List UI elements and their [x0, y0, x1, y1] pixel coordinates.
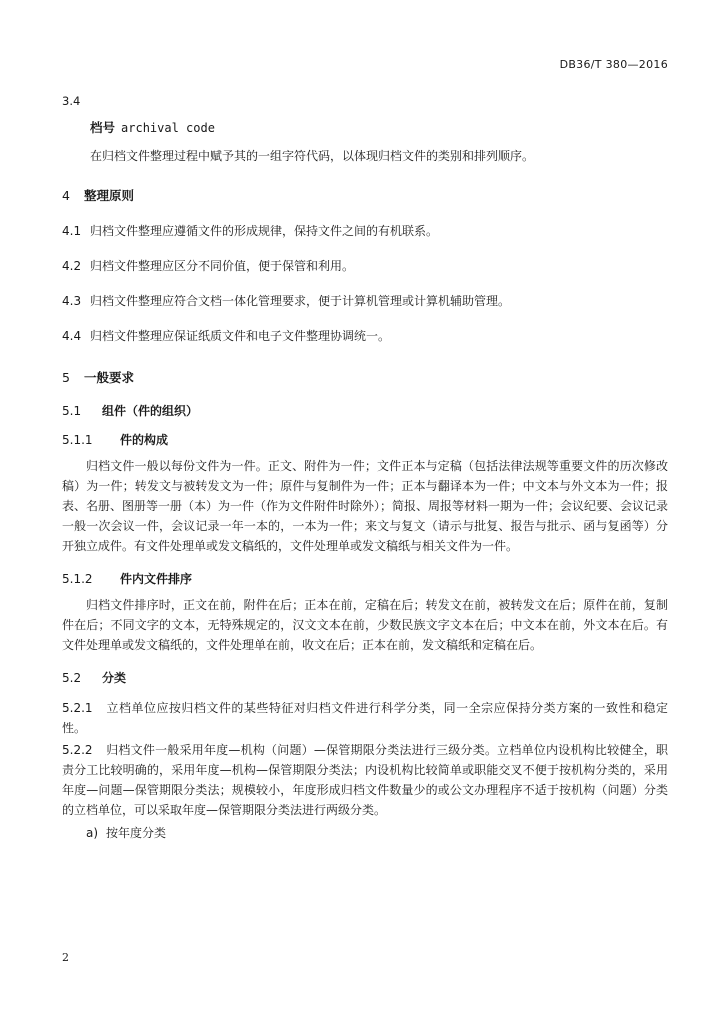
document-code: DB36/T 380—2016 — [559, 58, 668, 71]
principle-item — [62, 292, 668, 309]
section-heading — [62, 186, 668, 204]
section-heading — [62, 368, 668, 386]
numbered-paragraph — [62, 698, 668, 738]
clause-number: 5.2.1 — [62, 701, 93, 715]
section-title: 整理原则 — [83, 188, 134, 203]
subsection-number: 5.2 — [62, 671, 82, 685]
clause-title: 件内文件排序 — [120, 572, 193, 586]
item-text: 归档文件整理应区分不同价值，便于保管和利用。 — [90, 259, 355, 273]
subsection-heading — [62, 669, 668, 686]
clause-number: 5.1.2 — [62, 572, 93, 586]
clause-text: 立档单位应按归档文件的某些特征对归档文件进行科学分类，同一全宗应保持分类方案的一致性和稳定性。 — [62, 701, 668, 735]
term-chinese: 档号 — [90, 120, 116, 135]
clause-paragraph: 归档文件排序时，正文在前，附件在后；正本在前，定稿在后；转发文在前，被转发文在后；原件在前，复制件在后；不同文字的文本，无特殊规定的，汉文文本在前，少数民族文字文本在后；中文本在前，外文本在后。有文件处理单或发文稿纸的，文件处理单在前，收文在后；正本在前，发文稿纸和定稿在后。 — [62, 598, 668, 652]
principle-item — [62, 257, 668, 274]
clause-text: 归档文件一般采用年度—机构（问题）—保管期限分类法进行三级分类。立档单位内设机构比较健全，职责分工比较明确的，采用年度—机构—保管期限分类法；内设机构比较简单或职能交叉不便于按机构分类的，采用年度—问题—保管期限分类法；规模较小，年度形成归档文件数量少的或公文办理程序不适于按机构（问题）分类的立档单位，可以采取年度—保管期限分类法进行两级分类。 — [62, 743, 668, 817]
list-item-text: 按年度分类 — [106, 826, 167, 840]
item-number: 4.3 — [62, 294, 82, 308]
subsection-title: 分类 — [102, 671, 127, 685]
principle-item — [62, 327, 668, 344]
subsection-number: 5.1 — [62, 404, 82, 418]
clause-paragraph: 归档文件一般以每份文件为一件。正文、附件为一件；文件正本与定稿（包括法律法规等重要文件的历次修改稿）为一件；转发文与被转发文为一件；原件与复制件为一件；正本与翻译本为一件；中文本与外文本为一件；报表、名册、图册等一册（本）为一件（作为文件附件时除外）；简报、周报等材料一期为一件；会议纪要、会议记录一般一次会议一件，会议记录一年一本的，一本为一件；来文与复文（请示与批复、报告与批示、函与复函等）分开独立成件。有文件处理单或发文稿纸的，文件处理单或发文稿纸与相关文件为一件。 — [62, 459, 669, 553]
section-number: 4 — [62, 188, 70, 203]
section-number: 5 — [62, 370, 70, 385]
list-item-label: a) — [86, 826, 99, 840]
item-number: 4.4 — [62, 329, 82, 343]
page-number: 2 — [62, 951, 69, 964]
clause-heading — [62, 431, 668, 448]
clause-heading — [62, 570, 668, 587]
term-definition: 在归档文件整理过程中赋予其的一组字符代码，以体现归档文件的类别和排列顺序。 — [90, 149, 535, 163]
list-item — [86, 824, 668, 841]
item-number: 4.1 — [62, 224, 82, 238]
clause-number: 5.1.1 — [62, 433, 93, 447]
clause-title: 件的构成 — [120, 433, 169, 447]
section-title: 一般要求 — [83, 370, 134, 385]
item-text: 归档文件整理应保证纸质文件和电子文件整理协调统一。 — [90, 329, 391, 343]
clause-number: 3.4 — [62, 94, 81, 108]
item-text: 归档文件整理应符合文档一体化管理要求，便于计算机管理或计算机辅助管理。 — [90, 294, 511, 308]
numbered-paragraph — [62, 740, 668, 820]
subsection-title: 组件（件的组织） — [102, 404, 199, 418]
item-text: 归档文件整理应遵循文件的形成规律，保持文件之间的有机联系。 — [90, 224, 439, 238]
clause-number: 5.2.2 — [62, 743, 93, 757]
term-english: archival code — [121, 121, 215, 135]
item-number: 4.2 — [62, 259, 82, 273]
principle-item — [62, 222, 668, 239]
subsection-heading — [62, 402, 668, 419]
term-heading — [90, 118, 668, 136]
page-content — [62, 94, 668, 841]
